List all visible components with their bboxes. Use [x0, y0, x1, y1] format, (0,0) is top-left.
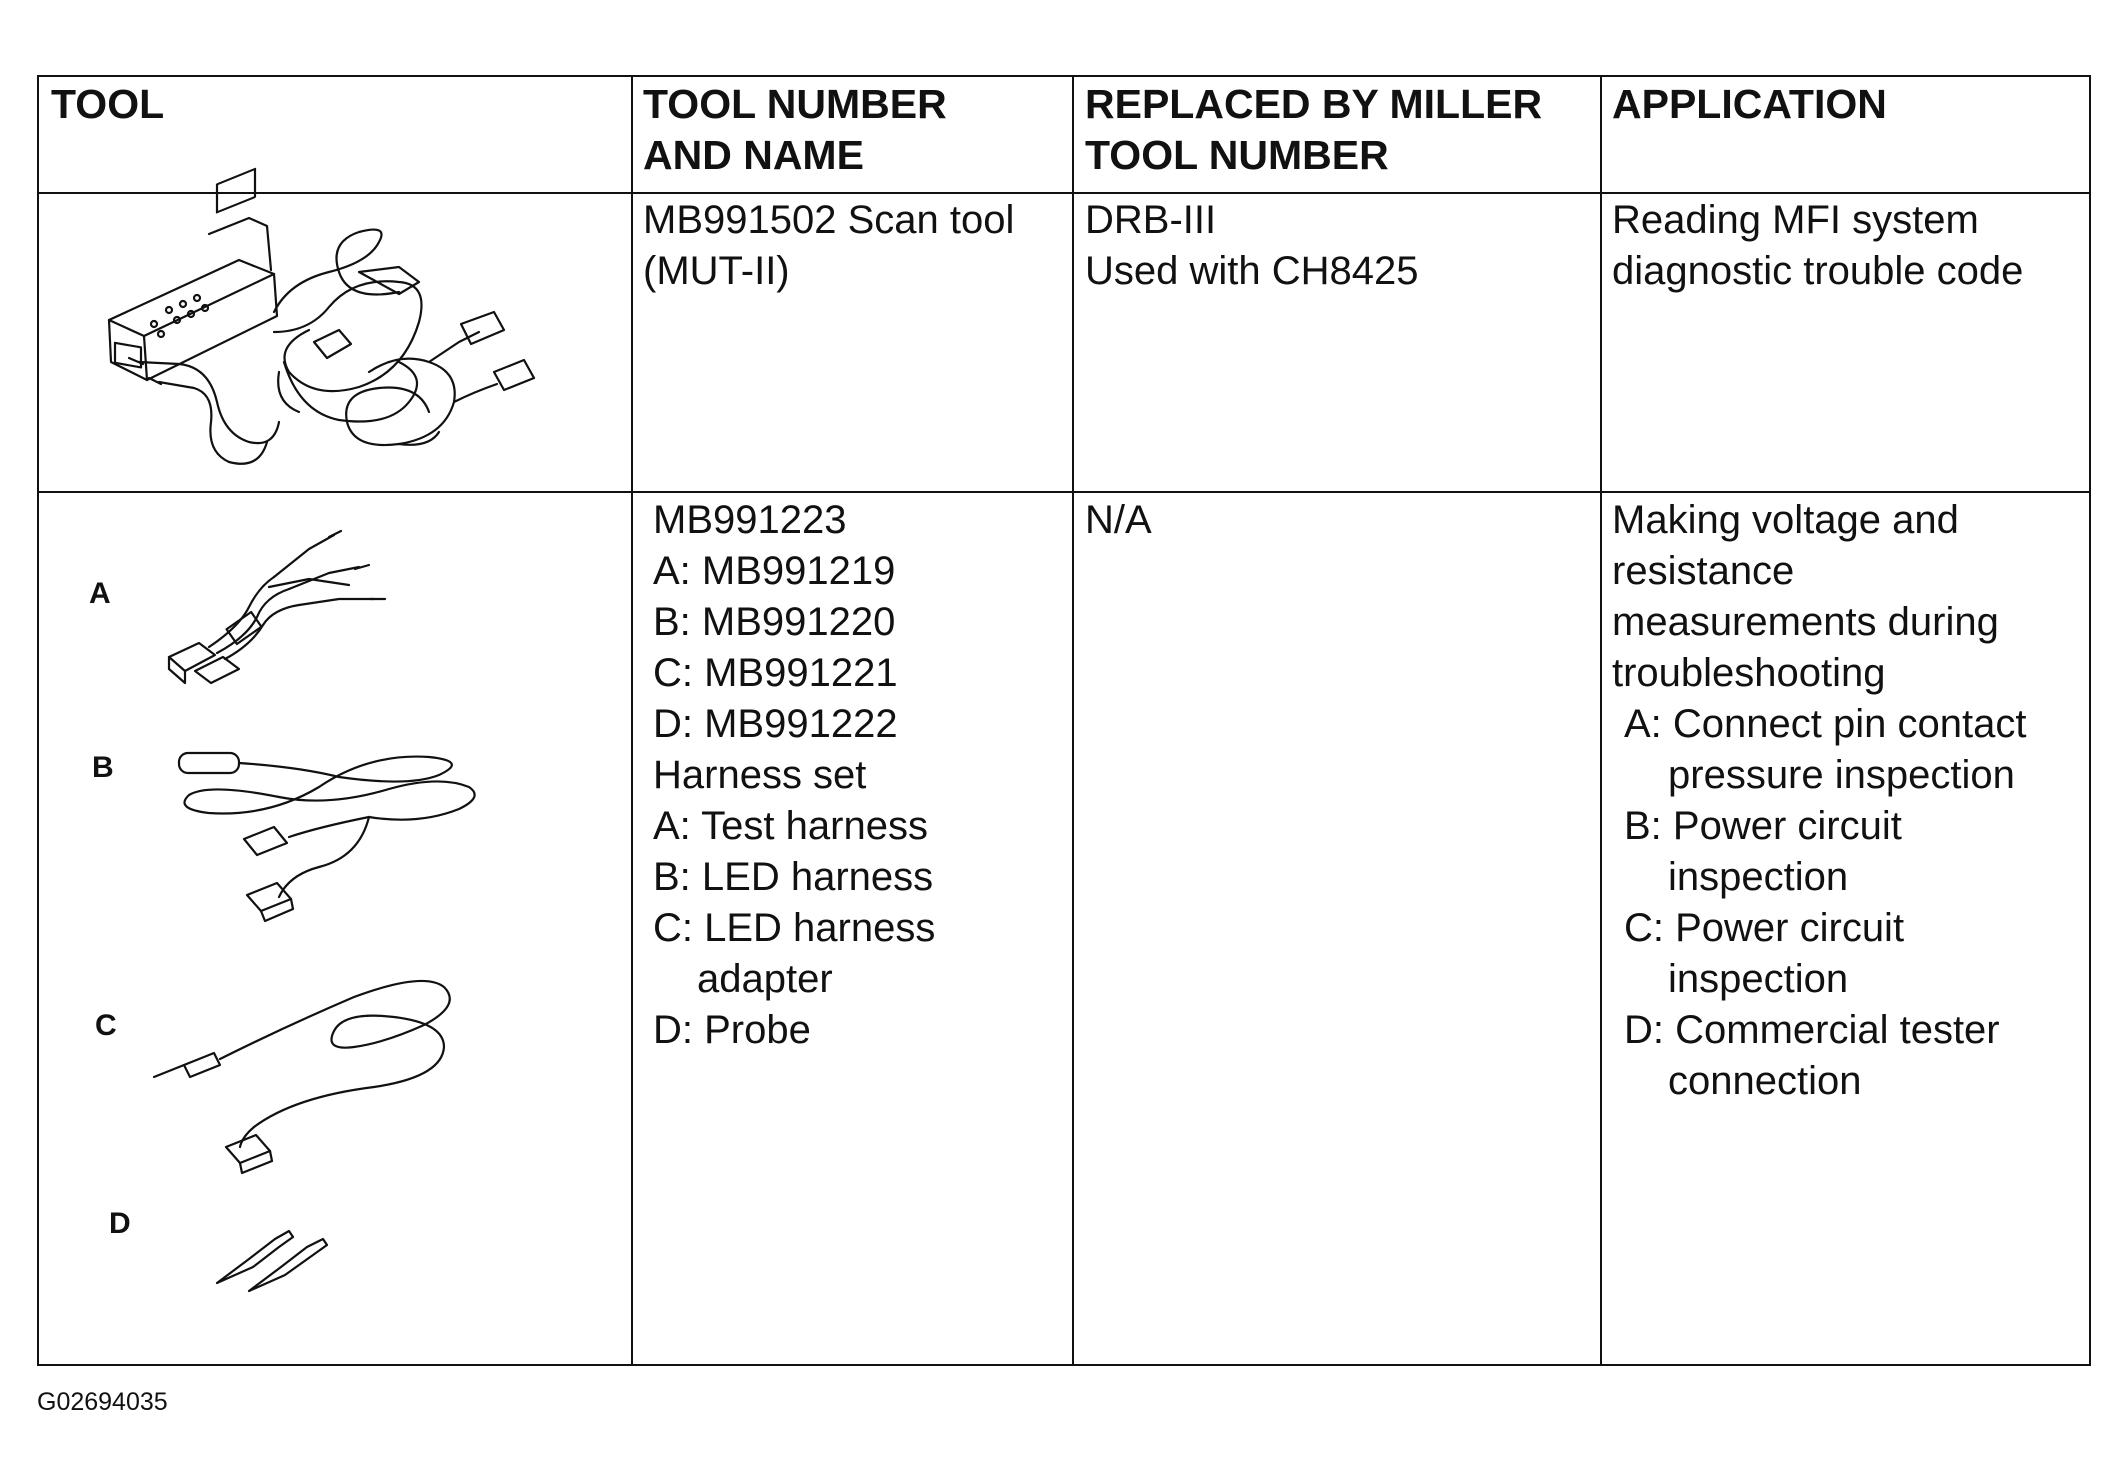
part-letter-d: D — [109, 1207, 131, 1240]
column-divider — [1600, 77, 1602, 1364]
special-tools-table — [37, 75, 2091, 1366]
part-letter-b: B — [92, 751, 114, 784]
probe-illustration — [209, 1207, 409, 1297]
header-tool: TOOL — [51, 81, 165, 127]
figure-code: G02694035 — [37, 1388, 168, 1416]
header-tool-number-and-name: TOOL NUMBER AND NAME — [643, 81, 947, 178]
led-harness-illustration — [169, 747, 489, 947]
column-divider — [1072, 77, 1074, 1364]
row1-tool-number: MB991502 Scan tool (MUT-II) — [643, 198, 1015, 293]
row-divider — [39, 192, 2089, 194]
row1-replaced-by: DRB-III Used with CH8425 — [1085, 198, 1419, 293]
row2-tool-number: MB991223 A: MB991219 B: MB991220 C: MB991221 D: MB991222 Harness set A: Test harness B: LED harness C: LED harness adapter D: Probe — [653, 498, 936, 1052]
scan-tool-illustration — [99, 212, 539, 472]
column-divider — [631, 77, 633, 1364]
test-harness-illustration — [159, 527, 399, 707]
row1-application: Reading MFI system diagnostic trouble code — [1612, 198, 2024, 293]
led-harness-adapter-illustration — [144, 967, 474, 1207]
part-letter-a: A — [89, 577, 111, 610]
row-divider — [39, 491, 2089, 493]
part-letter-c: C — [95, 1009, 117, 1042]
row2-application: Making voltage and resistance measurements during troubleshooting A: Connect pin contact pressure inspection B: Power circuit inspection C: Power circuit inspection D: Commercial tester connection — [1612, 498, 2027, 1103]
header-replaced-by-miller: REPLACED BY MILLER TOOL NUMBER — [1085, 81, 1543, 178]
row2-replaced-by: N/A — [1085, 498, 1152, 542]
header-application: APPLICATION — [1612, 81, 1887, 127]
